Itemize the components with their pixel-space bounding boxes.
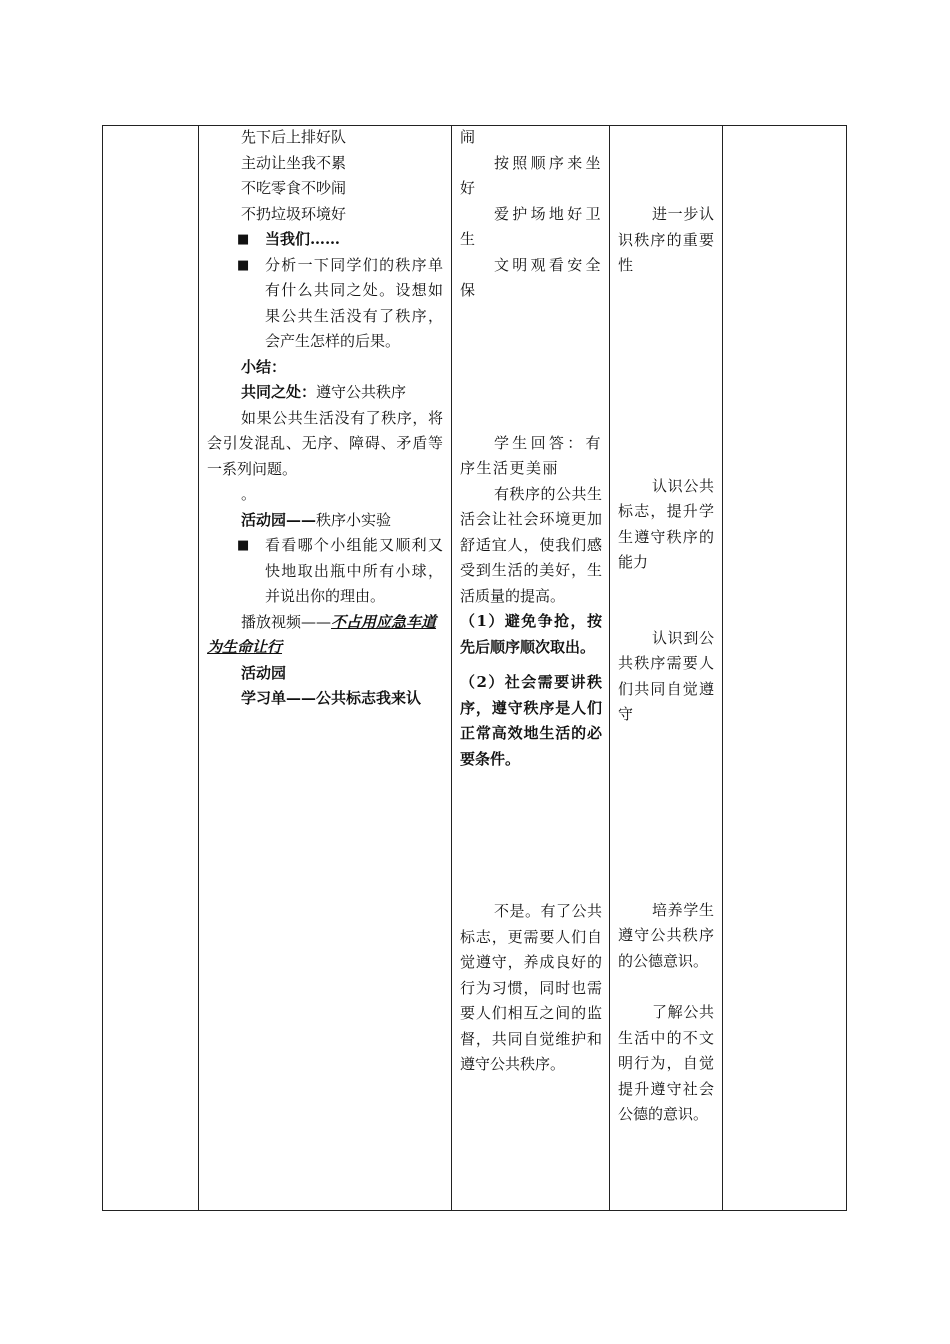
design-intent-cell [618, 125, 714, 1128]
teaching-process-cell [207, 125, 443, 712]
activity-heading: 活动园 [241, 663, 287, 682]
square-bullet-icon: ■ [237, 257, 250, 273]
intent-text: 进一步认识秩序的重要性 [618, 205, 714, 274]
consequence-text: 如果公共生活没有了秩序，将会引发混乱、无序、障碍、矛盾等一系列问题。 [207, 408, 443, 478]
intent-text: 认识到公共秩序需要人们共同自觉遵守 [618, 628, 714, 723]
column-divider [451, 125, 452, 1211]
order-line: 主动让坐我不累 [241, 153, 347, 172]
order-line: 不扔垃圾环境好 [241, 204, 347, 223]
dot-text: 。 [241, 485, 257, 503]
intent-text: 了解公共生活中的不文明行为，自觉提升遵守社会公德的意识。 [618, 1003, 714, 1123]
order-line: 爱护场地好卫生 [460, 204, 602, 248]
common-point: 共同之处：遵守公共秩序 [241, 383, 407, 401]
student-activity-cell [460, 125, 602, 1078]
square-bullet-icon: ■ [237, 232, 250, 247]
order-line: 先下后上排好队 [241, 128, 347, 146]
order-line: 按照顺序来坐好 [460, 153, 602, 197]
experiment-answer: （2）社会需要讲秩序，遵守秩序是人们正常高效地生活的必要条件。 [460, 673, 602, 768]
text-fragment: 闹 [460, 128, 476, 146]
column-divider [722, 125, 723, 1211]
bullet-item: ■ 分析一下同学们的秩序单有什么共同之处。设想如果公共生活没有了秩序，会产生怎样的后果。 [237, 253, 443, 355]
video-line: 播放视频——不占用应急车道 为生命让行 [207, 612, 437, 656]
experiment-answer: （1）避免争抢，按先后顺序顺次取出。 [460, 612, 602, 656]
worksheet-heading: 学习单——公共标志我来认 [241, 689, 422, 707]
student-answer: 有秩序的公共生活会让社会环境更加舒适宜人，使我们感受到生活的美好，生活质量的提高。 [460, 484, 602, 605]
column-divider [609, 125, 610, 1211]
order-line: 不吃零食不吵闹 [241, 179, 347, 197]
intent-text: 培养学生遵守公共秩序的公德意识。 [618, 900, 714, 970]
sign-answer: 不是。有了公共标志，更需要人们自觉遵守，养成良好的行为习惯，同时也需要人们相互之间的监督，共同自觉维护和遵守公共秩序。 [460, 902, 602, 1073]
activity-heading: 活动园——秩序小实验 [241, 510, 392, 529]
square-bullet-icon: ■ [237, 538, 250, 553]
order-line: 文明观看安全保 [460, 255, 602, 299]
intent-text: 认识公共标志，提升学生遵守秩序的能力 [618, 476, 714, 571]
bullet-item: ■ 当我们…… [237, 227, 443, 253]
bullet-item: ■ 看看哪个小组能又顺利又快地取出瓶中所有小球，并说出你的理由。 [237, 533, 443, 610]
column-divider [198, 125, 199, 1211]
student-answer: 学生回答：有序生活更美丽 [460, 433, 602, 477]
summary-label: 小结： [241, 357, 287, 376]
